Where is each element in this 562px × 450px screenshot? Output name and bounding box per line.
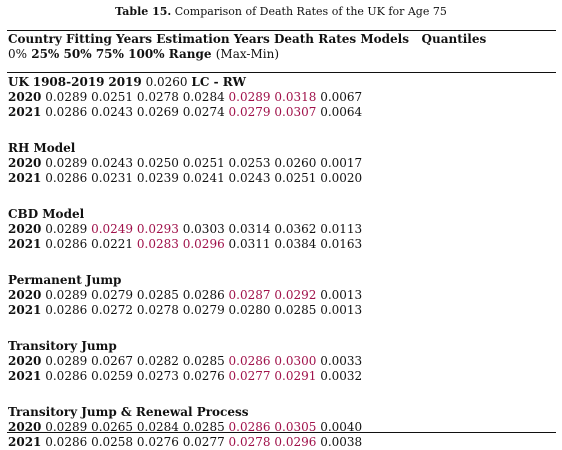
row-value: 0.0314: [228, 222, 271, 236]
header-quantiles: Quantiles: [421, 32, 487, 46]
row-year: 2021: [8, 171, 42, 185]
row-value: 0.0285: [274, 303, 317, 317]
table-body: [8, 75, 554, 450]
model-group-title: CBD Model: [8, 207, 85, 221]
row-value: 0.0253: [228, 156, 271, 170]
row-value: 0.0292: [274, 288, 317, 302]
row-value: 0.0286: [182, 288, 225, 302]
uk-model: LC - RW: [191, 75, 246, 89]
row-value: 0.0239: [136, 171, 179, 185]
row-value: 0.0243: [91, 156, 134, 170]
row-value: 0.0289: [45, 222, 88, 236]
uk-death-rate: 0.0260: [145, 75, 188, 89]
row-value: 0.0289: [45, 288, 88, 302]
table-row: [8, 354, 554, 369]
row-value: 0.0163: [320, 237, 363, 251]
row-value: 0.0300: [274, 354, 317, 368]
row-value: 0.0296: [274, 435, 317, 449]
row-value: 0.0231: [91, 171, 134, 185]
row-value: 0.0265: [91, 420, 134, 434]
row-year: 2021: [8, 105, 42, 119]
header-rule: [7, 72, 556, 73]
bottom-rule: [7, 432, 556, 433]
row-year: 2021: [8, 369, 42, 383]
row-value: 0.0279: [182, 303, 225, 317]
row-value: 0.0251: [274, 171, 317, 185]
table-caption-label: Table 15.: [115, 5, 172, 18]
row-value: 0.0067: [320, 90, 363, 104]
row-value: 0.0277: [182, 435, 225, 449]
table-row: [8, 171, 554, 186]
group-spacer: [8, 186, 554, 207]
row-value: 0.0279: [228, 105, 271, 119]
row-year: 2020: [8, 288, 42, 302]
row-value: 0.0282: [136, 354, 179, 368]
table-row: [8, 288, 554, 303]
header-range-note: (Max-Min): [215, 47, 280, 61]
row-value: 0.0276: [136, 435, 179, 449]
row-value: 0.0286: [45, 237, 88, 251]
row-year: 2021: [8, 237, 42, 251]
row-value: 0.0286: [45, 435, 88, 449]
row-value: 0.0278: [228, 435, 271, 449]
row-value: 0.0362: [274, 222, 317, 236]
group-spacer: [8, 252, 554, 273]
header-fitting-years: Fitting Years: [66, 32, 153, 46]
row-value: 0.0289: [45, 420, 88, 434]
row-value: 0.0283: [136, 237, 179, 251]
row-value: 0.0249: [91, 222, 134, 236]
table-row: [8, 435, 554, 450]
table-row: [8, 222, 554, 237]
row-value: 0.0289: [228, 90, 271, 104]
header-line-2: [8, 47, 486, 62]
row-value: 0.0243: [228, 171, 271, 185]
row-value: 0.0272: [91, 303, 134, 317]
uk-summary-line: [8, 75, 554, 90]
row-value: 0.0017: [320, 156, 363, 170]
row-value: 0.0311: [228, 237, 271, 251]
group-spacer: [8, 318, 554, 339]
header-q100: 100%: [128, 47, 165, 61]
row-value: 0.0033: [320, 354, 363, 368]
table-row: [8, 369, 554, 384]
row-value: 0.0286: [45, 303, 88, 317]
row-value: 0.0258: [91, 435, 134, 449]
row-value: 0.0286: [228, 420, 271, 434]
header-death-rates: Death Rates: [273, 32, 357, 46]
row-value: 0.0267: [91, 354, 134, 368]
row-value: 0.0293: [136, 222, 179, 236]
row-value: 0.0032: [320, 369, 363, 383]
group-spacer: [8, 384, 554, 405]
row-value: 0.0250: [136, 156, 179, 170]
row-value: 0.0286: [45, 369, 88, 383]
table-header: [8, 32, 486, 62]
group-spacer: [8, 120, 554, 141]
row-value: 0.0291: [274, 369, 317, 383]
row-year: 2020: [8, 420, 42, 434]
row-value: 0.0020: [320, 171, 363, 185]
header-q0: 0%: [8, 47, 28, 61]
row-value: 0.0305: [274, 420, 317, 434]
row-value: 0.0289: [45, 354, 88, 368]
table-caption-text: Comparison of Death Rates of the UK for Age 75: [174, 5, 447, 18]
row-year: 2021: [8, 303, 42, 317]
uk-fitting-years: 1908-2019: [32, 75, 105, 89]
row-value: 0.0286: [228, 354, 271, 368]
table-row: [8, 156, 554, 171]
top-rule: [7, 30, 556, 31]
row-value: 0.0251: [182, 156, 225, 170]
row-value: 0.0243: [91, 105, 134, 119]
row-value: 0.0280: [228, 303, 271, 317]
row-value: 0.0296: [182, 237, 225, 251]
row-value: 0.0307: [274, 105, 317, 119]
row-value: 0.0289: [45, 156, 88, 170]
header-country: Country: [8, 32, 62, 46]
header-line-1: [8, 32, 486, 47]
row-value: 0.0287: [228, 288, 271, 302]
row-value: 0.0285: [182, 354, 225, 368]
row-value: 0.0284: [136, 420, 179, 434]
row-year: 2021: [8, 435, 42, 449]
model-group-title: Transitory Jump: [8, 339, 117, 353]
row-value: 0.0013: [320, 303, 363, 317]
row-year: 2020: [8, 90, 42, 104]
row-value: 0.0278: [136, 303, 179, 317]
row-value: 0.0276: [182, 369, 225, 383]
table-caption: [0, 5, 562, 19]
header-q25: 25%: [31, 47, 60, 61]
row-value: 0.0113: [320, 222, 363, 236]
row-value: 0.0278: [136, 90, 179, 104]
row-value: 0.0064: [320, 105, 363, 119]
row-value: 0.0251: [91, 90, 134, 104]
table-row: [8, 237, 554, 252]
row-value: 0.0013: [320, 288, 363, 302]
row-value: 0.0279: [91, 288, 134, 302]
model-group-title: RH Model: [8, 141, 76, 155]
row-value: 0.0040: [320, 420, 363, 434]
model-group-title: Transitory Jump & Renewal Process: [8, 405, 249, 419]
header-q75: 75%: [95, 47, 124, 61]
row-year: 2020: [8, 222, 42, 236]
row-year: 2020: [8, 354, 42, 368]
row-value: 0.0285: [182, 420, 225, 434]
row-value: 0.0289: [45, 90, 88, 104]
uk-country: UK: [8, 75, 29, 89]
table-row: [8, 303, 554, 318]
header-models: Models: [360, 32, 409, 46]
table-row: [8, 105, 554, 120]
row-value: 0.0284: [182, 90, 225, 104]
header-estimation-years: Estimation Years: [156, 32, 270, 46]
row-value: 0.0303: [182, 222, 225, 236]
header-q50: 50%: [63, 47, 92, 61]
row-value: 0.0384: [274, 237, 317, 251]
row-value: 0.0038: [320, 435, 363, 449]
row-value: 0.0259: [91, 369, 134, 383]
row-value: 0.0260: [274, 156, 317, 170]
row-value: 0.0286: [45, 171, 88, 185]
model-group-title: Permanent Jump: [8, 273, 122, 287]
row-value: 0.0274: [182, 105, 225, 119]
table-row: [8, 90, 554, 105]
header-range: Range: [168, 47, 212, 61]
row-year: 2020: [8, 156, 42, 170]
row-value: 0.0318: [274, 90, 317, 104]
row-value: 0.0221: [91, 237, 134, 251]
row-value: 0.0277: [228, 369, 271, 383]
uk-estimation-year: 2019: [108, 75, 142, 89]
row-value: 0.0273: [136, 369, 179, 383]
row-value: 0.0286: [45, 105, 88, 119]
row-value: 0.0285: [136, 288, 179, 302]
row-value: 0.0241: [182, 171, 225, 185]
row-value: 0.0269: [136, 105, 179, 119]
